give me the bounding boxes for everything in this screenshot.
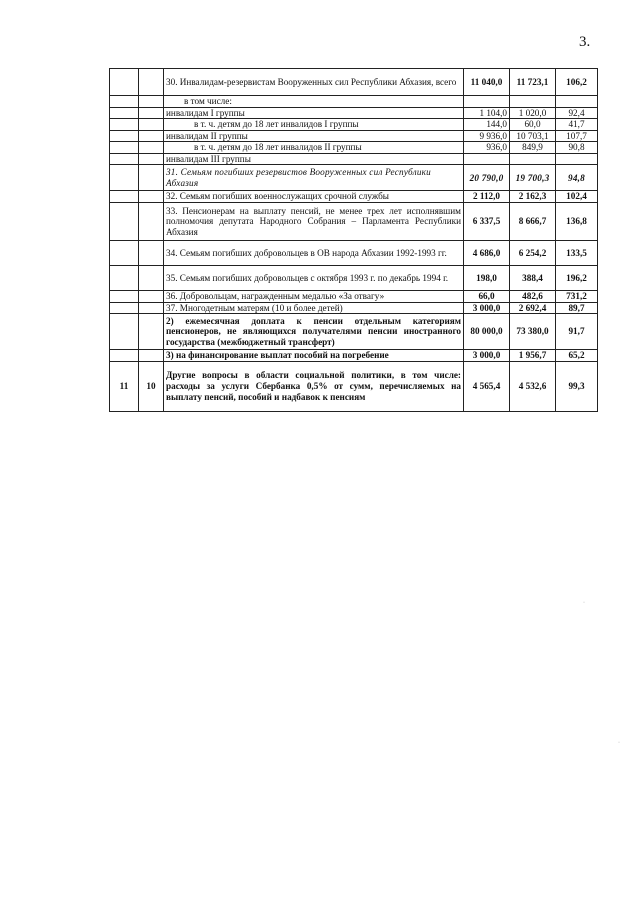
row-description: 32. Семьям погибших военнослужащих срочной службы: [164, 191, 464, 203]
fact-value: 8 666,7: [510, 203, 556, 241]
fact-value: 849,9: [510, 142, 556, 154]
table-row: [110, 69, 598, 96]
table-row: [110, 314, 598, 350]
percent-value: 196,2: [556, 266, 598, 291]
percent-value: 90,8: [556, 142, 598, 154]
percent-value: 89,7: [556, 302, 598, 314]
percent-value: 107,7: [556, 130, 598, 142]
row-description: 30. Инвалидам-резервистам Вооруженных сил Республики Абхазия, всего: [164, 69, 464, 96]
row-description: 31. Семьям погибших резервистов Вооруженных сил Республики Абхазия: [164, 165, 464, 191]
table-row: [110, 241, 598, 266]
fact-value: 73 380,0: [510, 314, 556, 350]
row-description: 33. Пенсионерам на выплату пенсий, не менее трех лет исполнявшим полномочия депутата Народного Собрания – Парламента Республики Абхазия: [164, 203, 464, 241]
table-row: [110, 350, 598, 362]
plan-value: 3 000,0: [464, 350, 510, 362]
percent-value: 136,8: [556, 203, 598, 241]
percent-value: 102,4: [556, 191, 598, 203]
subsection-number: [139, 69, 164, 96]
budget-execution-table: [109, 68, 598, 412]
row-description: в том числе:: [164, 96, 464, 108]
row-description: инвалидам III группы: [164, 153, 464, 165]
plan-value: 198,0: [464, 266, 510, 291]
row-description: Другие вопросы в области социальной политики, в том числе: расходы за услуги Сбербанка 0,5% от сумм, перечисляемых на выплату пенсий, пособий и надбавок к пенсиям: [164, 361, 464, 411]
fact-value: 4 532,6: [510, 361, 556, 411]
table-row: [110, 291, 598, 303]
percent-value: 99,3: [556, 361, 598, 411]
row-description: 2) ежемесячная доплата к пенсии отдельным категориям пенсионеров, не являющихся получателями пенсии иностранного государства (межбюджетный трансферт): [164, 314, 464, 350]
plan-value: 80 000,0: [464, 314, 510, 350]
plan-value: 20 790,0: [464, 165, 510, 191]
plan-value: 2 112,0: [464, 191, 510, 203]
fact-value: 19 700,3: [510, 165, 556, 191]
table-row: [110, 153, 598, 165]
plan-value: 144,0: [464, 119, 510, 131]
table-row: [110, 203, 598, 241]
fact-value: 2 692,4: [510, 302, 556, 314]
table-row: [110, 165, 598, 191]
scan-speck: ·: [618, 740, 620, 746]
fact-value: 11 723,1: [510, 69, 556, 96]
table-row: [110, 361, 598, 411]
plan-value: 9 936,0: [464, 130, 510, 142]
plan-value: 3 000,0: [464, 302, 510, 314]
table-row: [110, 142, 598, 154]
percent-value: 65,2: [556, 350, 598, 362]
fact-value: 10 703,1: [510, 130, 556, 142]
fact-value: 2 162,3: [510, 191, 556, 203]
fact-value: 388,4: [510, 266, 556, 291]
percent-value: 94,8: [556, 165, 598, 191]
fact-value: 482,6: [510, 291, 556, 303]
row-description: 35. Семьям погибших добровольцев с октября 1993 г. по декабрь 1994 г.: [164, 266, 464, 291]
section-number: 11: [110, 361, 139, 411]
table-row: [110, 96, 598, 108]
fact-value: 1 956,7: [510, 350, 556, 362]
plan-value: 66,0: [464, 291, 510, 303]
row-description: 3) на финансирование выплат пособий на погребение: [164, 350, 464, 362]
plan-value: 936,0: [464, 142, 510, 154]
table-row: [110, 107, 598, 119]
percent-value: 731,2: [556, 291, 598, 303]
row-description: 37. Многодетным матерям (10 и более детей): [164, 302, 464, 314]
table-row: [110, 130, 598, 142]
table-row: [110, 266, 598, 291]
plan-value: 1 104,0: [464, 107, 510, 119]
plan-value: 11 040,0: [464, 69, 510, 96]
table-row: [110, 119, 598, 131]
row-description: инвалидам I группы: [164, 107, 464, 119]
row-description: 34. Семьям погибших добровольцев в ОВ народа Абхазии 1992-1993 гг.: [164, 241, 464, 266]
row-description: 36. Добровольцам, награжденным медалью «За отвагу»: [164, 291, 464, 303]
table-row: [110, 302, 598, 314]
subsection-number: 10: [139, 361, 164, 411]
row-description: в т. ч. детям до 18 лет инвалидов I группы: [164, 119, 464, 131]
plan-value: 4 686,0: [464, 241, 510, 266]
fact-value: 6 254,2: [510, 241, 556, 266]
plan-value: 4 565,4: [464, 361, 510, 411]
row-description: инвалидам II группы: [164, 130, 464, 142]
row-description: в т. ч. детям до 18 лет инвалидов II группы: [164, 142, 464, 154]
fact-value: 1 020,0: [510, 107, 556, 119]
percent-value: 133,5: [556, 241, 598, 266]
percent-value: 106,2: [556, 69, 598, 96]
percent-value: 91,7: [556, 314, 598, 350]
plan-value: 6 337,5: [464, 203, 510, 241]
percent-value: 92,4: [556, 107, 598, 119]
percent-value: 41,7: [556, 119, 598, 131]
fact-value: 60,0: [510, 119, 556, 131]
page-number: 3.: [579, 34, 591, 50]
table-row: [110, 191, 598, 203]
section-number: [110, 69, 139, 96]
scan-speck: ·: [583, 600, 585, 606]
